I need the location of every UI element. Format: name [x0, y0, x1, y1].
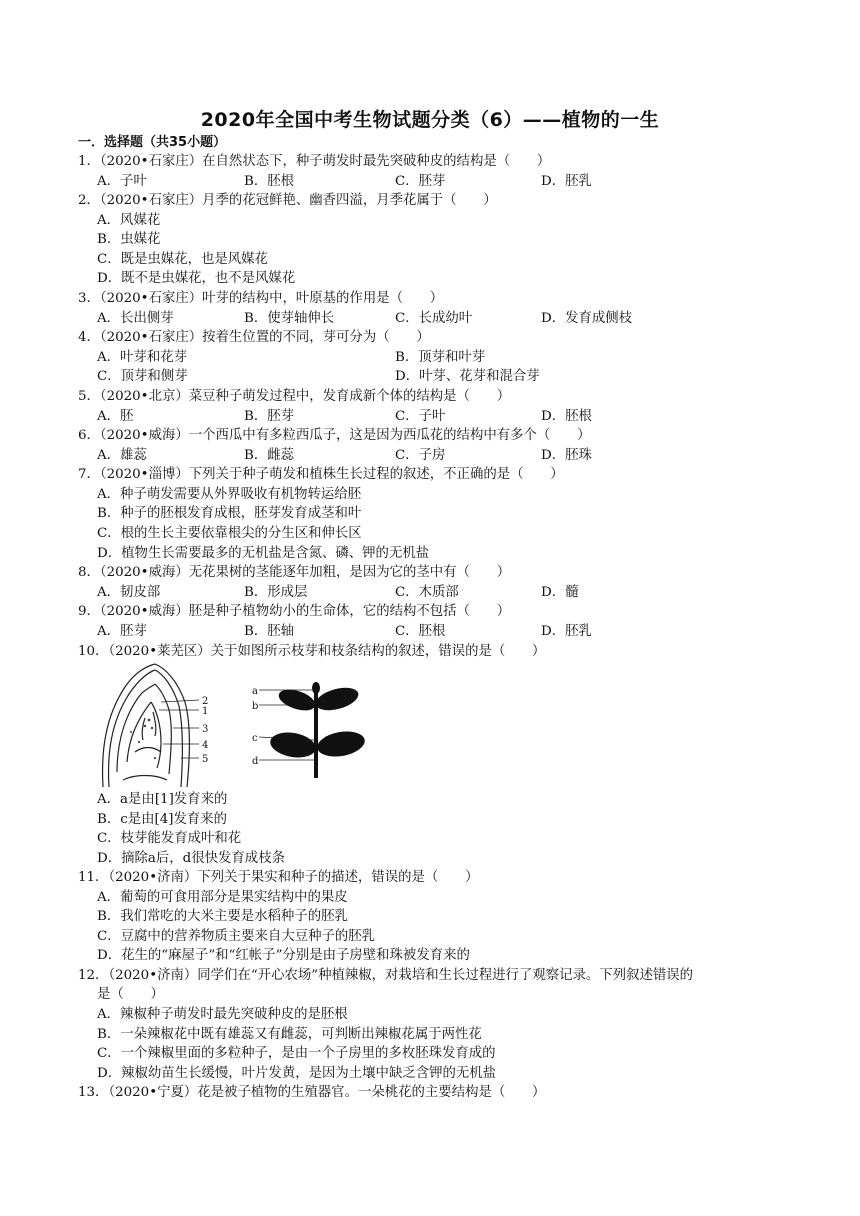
option: A．胚	[97, 409, 134, 424]
option: C．豆腐中的营养物质主要来自大豆种子的胚乳	[97, 929, 376, 944]
option: C．胚根	[395, 624, 446, 639]
option: A．叶芽和花芽	[97, 350, 188, 365]
option: B．使芽轴伸长	[244, 311, 335, 326]
option: C．根的生长主要依靠根尖的分生区和伸长区	[97, 526, 362, 541]
question-stem: 2．（2020•石家庄）月季的花冠鲜艳、幽香四溢，月季花属于（ ）	[78, 193, 497, 208]
question-stem: 3．（2020•石家庄）叶芽的结构中，叶原基的作用是（ ）	[78, 291, 444, 306]
option: C．枝芽能发育成叶和花	[97, 831, 242, 846]
bud-label: 3	[202, 724, 209, 735]
option: C．顶芽和侧芽	[97, 369, 188, 384]
bud-label: 2	[202, 696, 209, 707]
option: B．形成层	[244, 585, 308, 600]
terminal-bud	[312, 682, 320, 694]
option: A．葡萄的可食用部分是果实结构中的果皮	[97, 890, 348, 905]
question-stem: 6．（2020•威海）一个西瓜中有多粒西瓜子，这是因为西瓜花的结构中有多个（ ）	[78, 428, 591, 443]
option: C．子叶	[395, 409, 446, 424]
option: D．发育成侧枝	[541, 311, 633, 326]
option: B．一朵辣椒花中既有雄蕊又有雌蕊，可判断出辣椒花属于两性花	[97, 1027, 482, 1042]
question-stem: 7．（2020•淄博）下列关于种子萌发和植株生长过程的叙述，不正确的是（ ）	[78, 467, 564, 482]
option: B．顶芽和叶芽	[395, 350, 486, 365]
option: A．长出侧芽	[97, 311, 174, 326]
option: A．子叶	[97, 174, 147, 189]
bud-section-figure	[95, 662, 220, 790]
question-stem: 8．（2020•威海）无花果树的茎能逐年加粗，是因为它的茎中有（ ）	[78, 565, 511, 580]
option: A．风媒花	[97, 213, 161, 228]
option: D．胚乳	[541, 624, 592, 639]
question-stem: 12．（2020•济南）同学们在“开心农场”种植辣椒，对栽培和生长过程进行了观察记录。下列叙述错误的	[78, 968, 694, 983]
option: C．木质部	[395, 585, 459, 600]
bud-label: 1	[202, 706, 209, 717]
option: D．胚乳	[541, 174, 592, 189]
branch-label: d	[252, 756, 259, 767]
option: A．辣椒种子萌发时最先突破种皮的是胚根	[97, 1007, 348, 1022]
option: B．种子的胚根发育成根，胚芽发育成茎和叶	[97, 506, 362, 521]
option: B．我们常吃的大米主要是水稻种子的胚乳	[97, 909, 348, 924]
question-stem: 9．（2020•威海）胚是种子植物幼小的生命体，它的结构不包括（ ）	[78, 604, 511, 619]
option: A．韧皮部	[97, 585, 161, 600]
question-stem: 11．（2020•济南）下列关于果实和种子的描述，错误的是（ ）	[78, 870, 479, 885]
branch-label: c	[252, 733, 258, 744]
question-stem: 10．（2020•莱芜区）关于如图所示枝芽和枝条结构的叙述，错误的是（ ）	[78, 644, 546, 659]
branch-label: a	[252, 686, 258, 697]
option: D．植物生长需要最多的无机盐是含氮、磷、钾的无机盐	[97, 546, 430, 561]
leaf	[315, 728, 366, 760]
question-stem: 13．（2020•宁夏）花是被子植物的生殖器官。一朵桃花的主要结构是（ ）	[78, 1085, 546, 1100]
option: C．既是虫媒花，也是风媒花	[97, 252, 268, 267]
question-stem: 1．（2020•石家庄）在自然状态下，种子萌发时最先突破种皮的结构是（ ）	[78, 154, 551, 169]
option: B．胚根	[244, 174, 295, 189]
option: D．胚根	[541, 409, 592, 424]
bud-label: 5	[202, 754, 209, 765]
bud-outer-scale	[103, 664, 155, 787]
option: D．辣椒幼苗生长缓慢，叶片发黄，是因为土壤中缺乏含钾的无机盐	[97, 1066, 497, 1081]
option: D．摘除a后，d很快发育成枝条	[97, 851, 285, 866]
option: B．胚轴	[244, 624, 295, 639]
option: D．既不是虫媒花，也不是风媒花	[97, 271, 296, 286]
question-stem: 4．（2020•石家庄）按着生位置的不同，芽可分为（ ）	[78, 330, 430, 345]
branch-figure	[250, 680, 370, 780]
option: C．长成幼叶	[395, 311, 473, 326]
option: B．胚芽	[244, 409, 295, 424]
option: B．雌蕊	[244, 448, 295, 463]
section-heading: 一．选择题（共35小题）	[78, 135, 227, 150]
option: D．叶芽、花芽和混合芽	[395, 369, 540, 384]
question-stem: 5．（2020•北京）菜豆种子萌发过程中，发育成新个体的结构是（ ）	[78, 389, 511, 404]
option: D．髓	[541, 585, 579, 600]
branch-label: b	[252, 701, 259, 712]
option: A．胚芽	[97, 624, 147, 639]
option: C．子房	[395, 448, 446, 463]
page-title: 2020年全国中考生物试题分类（6）——植物的一生	[200, 109, 660, 131]
option: B．c是由[4]发育来的	[97, 812, 228, 827]
option: A．种子萌发需要从外界吸收有机物转运给胚	[97, 487, 362, 502]
option: A．雄蕊	[97, 448, 147, 463]
option: C．一个辣椒里面的多粒种子，是由一个子房里的多枚胚珠发育成的	[97, 1046, 496, 1061]
question-stem-continued: 是（ ）	[97, 987, 164, 1002]
option: D．花生的“麻屋子”和“红帐子”分别是由子房壁和珠被发育来的	[97, 948, 470, 963]
option: A．a是由[1]发育来的	[97, 792, 228, 807]
option: D．胚珠	[541, 448, 592, 463]
leaf	[313, 684, 361, 715]
option: C．胚芽	[395, 174, 446, 189]
option: B．虫媒花	[97, 232, 161, 247]
bud-label: 4	[202, 740, 209, 751]
leaf	[268, 729, 317, 761]
